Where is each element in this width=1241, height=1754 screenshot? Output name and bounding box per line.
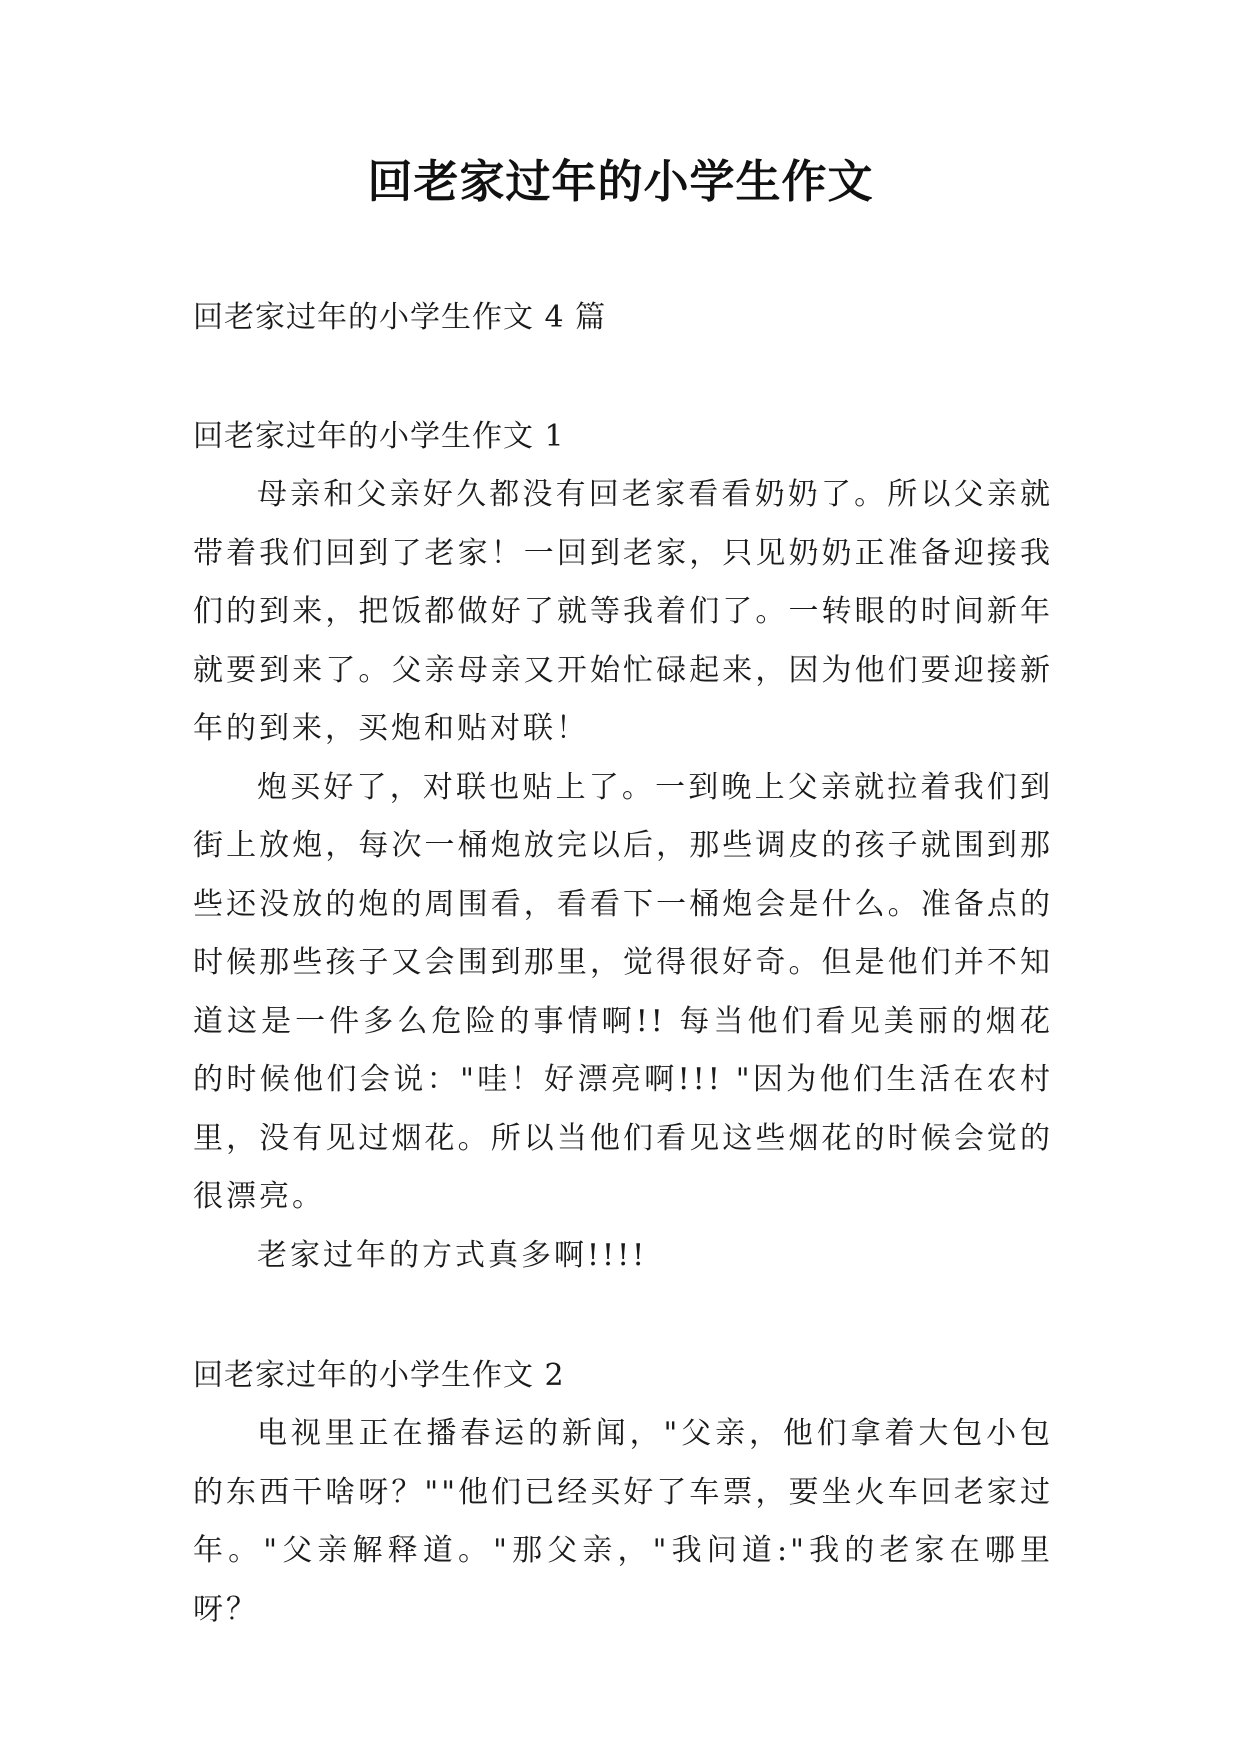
essay-1-paragraph-2: 炮买好了，对联也贴上了。一到晚上父亲就拉着我们到街上放炮，每次一桶炮放完以后，那些调皮的孩子就围到那些还没放的炮的周围看，看看下一桶炮会是什么。准备点的时候那些孩子又会围到那里，觉得很好奇。但是他们并不知道这是一件多么危险的事情啊!! 每当他们看见美丽的烟花的时候他们会说："哇！好漂亮啊!!! "因为他们生活在农村里，没有见过烟花。所以当他们看见这些烟花的时候会觉的很漂亮。 — [193, 769, 1053, 1214]
essay-section-1 — [193, 408, 1053, 1285]
essay-1-paragraph-3: 老家过年的方式真多啊!!!! — [257, 1237, 648, 1273]
essay-section-2 — [193, 1347, 1053, 1639]
essay-1-paragraph-1: 母亲和父亲好久都没有回老家看看奶奶了。所以父亲就带着我们回到了老家！一回到老家，只见奶奶正准备迎接我们的到来，把饭都做好了就等我着们了。一转眼的时间新年就要到来了。父亲母亲又开始忙碌起来，因为他们要迎接新年的到来，买炮和贴对联！ — [193, 477, 1053, 746]
document-body — [193, 408, 1053, 1639]
document-subtitle: 回老家过年的小学生作文 4 篇 — [193, 300, 607, 335]
page-title: 回老家过年的小学生作文 — [367, 155, 874, 208]
essay-heading-2: 回老家过年的小学生作文 2 — [193, 1358, 565, 1393]
essay-heading-1: 回老家过年的小学生作文 1 — [193, 419, 565, 454]
essay-2-paragraph-1: 电视里正在播春运的新闻，"父亲，他们拿着大包小包的东西干啥呀？""他们已经买好了车票，要坐火车回老家过年。"父亲解释道。"那父亲，"我问道:"我的老家在哪里呀？ — [193, 1416, 1053, 1627]
